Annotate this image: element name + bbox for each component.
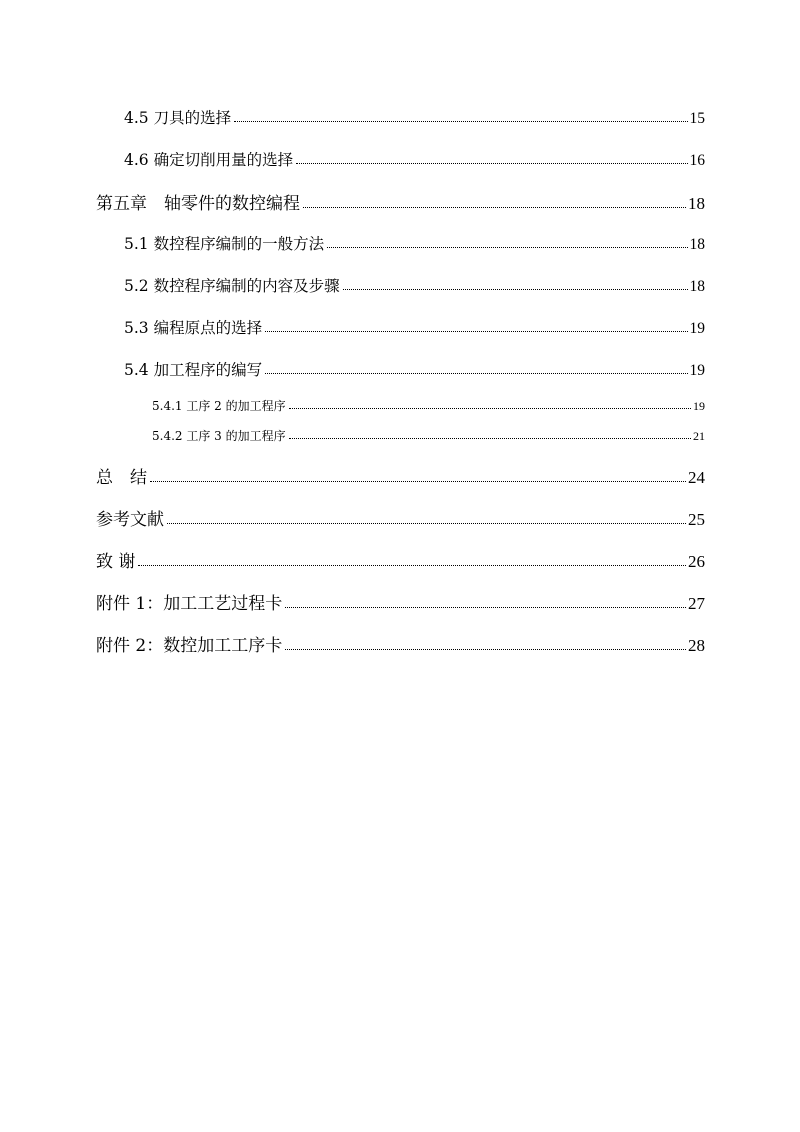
toc-entry-title: 4.5 刀具的选择: [124, 109, 232, 127]
toc-entry-title: 总 结: [96, 468, 147, 488]
toc-entry-title: 5.3 编程原点的选择: [124, 319, 263, 337]
toc-entry-page: 18: [688, 194, 705, 213]
toc-entry-page: 19: [693, 399, 705, 413]
toc-entry-title: 致 谢: [96, 552, 136, 572]
toc-entry-page: 15: [689, 110, 705, 127]
toc-entry-title: 5.4.1 工序 2 的加工程序: [152, 399, 286, 413]
toc-entry-5-4-1[interactable]: [152, 397, 705, 414]
toc-entry-title: 5.4 加工程序的编写: [124, 361, 263, 379]
toc-dot-leader: [327, 243, 687, 249]
toc-entry-appendix-2[interactable]: [96, 631, 705, 656]
toc-dot-leader: [296, 159, 687, 165]
toc-entry-page: 18: [689, 278, 705, 295]
toc-dot-leader: [289, 435, 691, 440]
toc-entry-4-6[interactable]: [124, 148, 705, 170]
toc-entry-references[interactable]: [96, 505, 705, 530]
toc-entry-title: 第五章 轴零件的数控编程: [96, 194, 300, 214]
toc-dot-leader: [265, 369, 687, 375]
toc-entry-5-1[interactable]: [124, 232, 705, 254]
toc-dot-leader: [234, 117, 687, 123]
toc-entry-title: 5.2 数控程序编制的内容及步骤: [124, 277, 340, 295]
toc-entry-page: 25: [688, 510, 705, 529]
toc-dot-leader: [150, 476, 686, 482]
toc-entry-page: 21: [693, 429, 705, 443]
toc-entry-title: 5.1 数控程序编制的一般方法: [124, 235, 325, 253]
toc-dot-leader: [265, 327, 687, 333]
toc-entry-acknowledgements[interactable]: [96, 547, 705, 572]
toc-entry-5-4[interactable]: [124, 358, 705, 380]
toc-dot-leader: [303, 202, 686, 208]
toc-dot-leader: [289, 405, 691, 410]
toc-dot-leader: [167, 518, 686, 524]
toc-entry-4-5[interactable]: [124, 106, 705, 128]
toc-entry-page: 26: [688, 552, 705, 571]
toc-entry-page: 18: [689, 236, 705, 253]
toc-entry-appendix-1[interactable]: [96, 589, 705, 614]
toc-entry-5-2[interactable]: [124, 274, 705, 296]
toc-dot-leader: [138, 560, 686, 566]
toc-entry-page: 19: [689, 362, 705, 379]
toc-entry-title: 附件 2：数控加工工序卡: [96, 636, 283, 656]
toc-dot-leader: [285, 602, 686, 608]
toc-entry-title: 参考文献: [96, 510, 164, 530]
toc-entry-title: 附件 1：加工工艺过程卡: [96, 594, 283, 614]
toc-dot-leader: [285, 644, 686, 650]
toc-entry-chapter-5[interactable]: [96, 189, 705, 214]
toc-entry-page: 19: [689, 320, 705, 337]
toc-entry-5-3[interactable]: [124, 316, 705, 338]
toc-entry-page: 24: [688, 468, 705, 487]
toc-entry-title: 4.6 确定切削用量的选择: [124, 151, 294, 169]
toc-dot-leader: [343, 285, 688, 291]
toc-entry-summary[interactable]: [96, 463, 705, 488]
toc-entry-title: 5.4.2 工序 3 的加工程序: [152, 429, 286, 443]
toc-entry-page: 16: [689, 152, 705, 169]
toc-entry-page: 27: [688, 594, 705, 613]
toc-entry-page: 28: [688, 636, 705, 655]
toc-entry-5-4-2[interactable]: [152, 427, 705, 444]
